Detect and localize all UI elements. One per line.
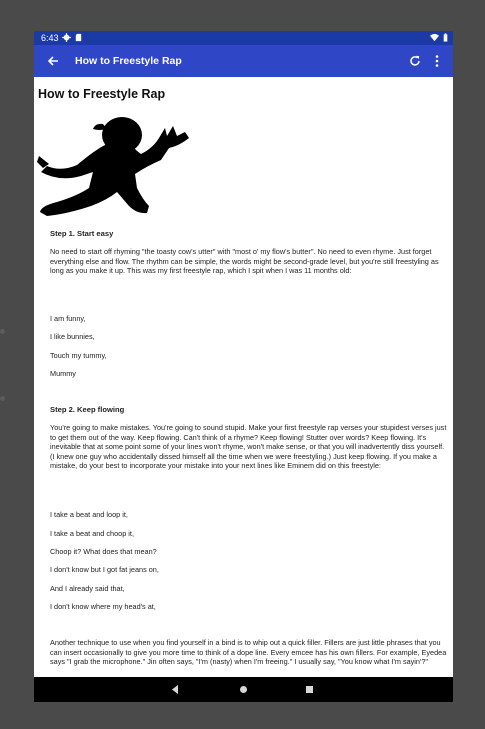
status-bar	[34, 31, 453, 45]
step-2-body: You're going to make mistakes. You're going to sound stupid. Make your first freestyle rap verses your stupidest verses just to get them out of the way. Keep flowing. Can't think of a rhyme? Keep flowing! Stutter over words? Keep flowing. It's inevitable that at some point some of your lines won't rhyme, won't make sense, or that you will inadvertently diss yourself. (I knew one guy who accidentally dissed himself all the time when we were freestyling.) Just keep flowing. If you make a mistake, do your best to incorporate your mistake into your next lines like Eminem did on this freestyle:	[50, 423, 447, 471]
app-bar-title: How to Freestyle Rap	[75, 55, 182, 67]
battery-icon	[441, 33, 450, 42]
sd-card-icon	[74, 33, 83, 42]
app-bar	[34, 45, 453, 77]
navigation-bar	[34, 677, 453, 702]
rap-line: I take a beat and loop it,	[50, 510, 128, 519]
rap-line: Choop it? What does that mean?	[50, 547, 157, 556]
step-1-title: Step 1. Start easy	[50, 229, 114, 238]
rap-line: I like bunnies,	[50, 332, 95, 341]
device-screen	[34, 31, 453, 702]
status-time: 6:43	[41, 33, 59, 43]
rap-line: Mummy	[50, 369, 76, 378]
settings-icon	[62, 33, 71, 42]
filler-paragraph: Another technique to use when you find yourself in a bind is to whip out a quick filler. Fillers are just little phrases that you can insert occasionally to give you more time to think of a dope line. Every emcee has his own fillers. For example, Eyedea says "I grab the microphone." Jin often says, "I'm (nasty) when I'm freeing." I usually say, "You know what I'm sayin'?"	[50, 638, 447, 667]
rap-line: I don't know but I got fat jeans on,	[50, 565, 159, 574]
rapper-silhouette-image	[37, 110, 195, 218]
back-arrow-icon[interactable]	[45, 53, 61, 69]
back-triangle-icon[interactable]	[169, 683, 182, 696]
rap-line: I am funny,	[50, 314, 86, 323]
step-2-title: Step 2. Keep flowing	[50, 405, 125, 414]
rap-line: I don't know where my head's at,	[50, 602, 156, 611]
home-circle-icon[interactable]	[237, 683, 250, 696]
refresh-icon[interactable]	[407, 53, 423, 69]
rap-line: I take a beat and choop it,	[50, 529, 134, 538]
side-dot	[0, 329, 5, 334]
wifi-icon	[430, 33, 439, 42]
side-dot	[0, 396, 5, 401]
article-content	[34, 77, 453, 677]
article-heading: How to Freestyle Rap	[38, 87, 166, 101]
rap-line: And I already said that,	[50, 584, 125, 593]
more-vert-icon[interactable]	[429, 53, 445, 69]
rap-line: Touch my tummy,	[50, 351, 107, 360]
recents-square-icon[interactable]	[303, 683, 316, 696]
step-1-body: No need to start off rhyming "the toasty cow's utter" with "most o' my flow's butter". No need to even rhyme. Just forget everything else and flow. The rhythm can be simple, the words might be second-grade level, but you're still freestyling as long as you make it up. This was my first freestyle rap, which I spit when I was 11 months old:	[50, 247, 439, 276]
